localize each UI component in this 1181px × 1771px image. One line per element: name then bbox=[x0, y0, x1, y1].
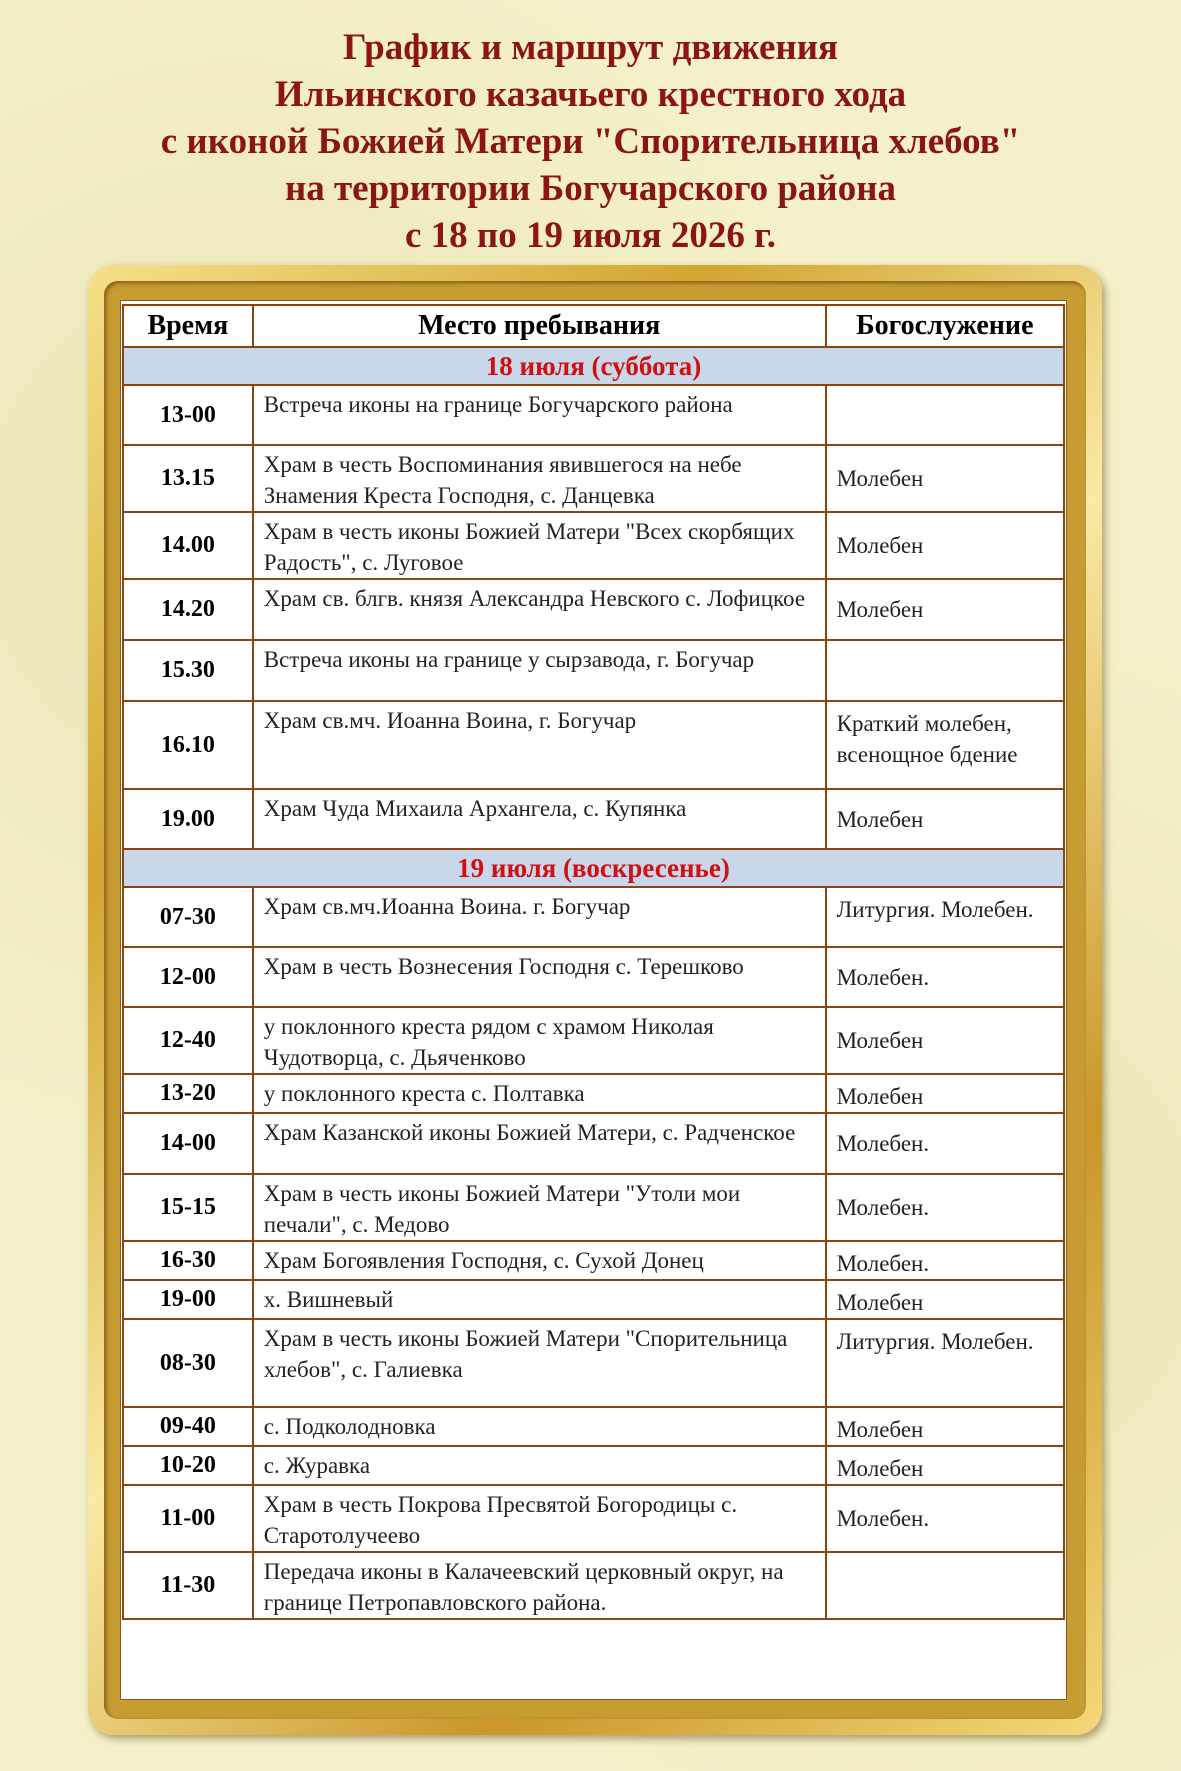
service-cell: Молебен bbox=[826, 512, 1064, 579]
time-cell: 14.00 bbox=[123, 512, 253, 579]
table-row bbox=[123, 445, 1064, 512]
table-row bbox=[123, 1407, 1064, 1446]
time-cell: 19.00 bbox=[123, 789, 253, 849]
service-cell: Молебен bbox=[826, 445, 1064, 512]
time-cell: 13-20 bbox=[123, 1074, 253, 1113]
service-cell: Молебен bbox=[826, 1446, 1064, 1485]
day-label: 18 июля (суббота) bbox=[123, 347, 1064, 385]
time-cell: 19-00 bbox=[123, 1280, 253, 1319]
place-cell: Передача иконы в Калачеевский церковный округ, на границе Петропавловского района. bbox=[253, 1552, 826, 1619]
time-cell: 14.20 bbox=[123, 579, 253, 640]
place-cell: с. Журавка bbox=[253, 1446, 826, 1485]
time-cell: 08-30 bbox=[123, 1319, 253, 1407]
service-cell: Молебен. bbox=[826, 1241, 1064, 1280]
table-row bbox=[123, 789, 1064, 849]
time-cell: 12-00 bbox=[123, 947, 253, 1007]
service-cell: Молебен. bbox=[826, 1485, 1064, 1552]
header-row bbox=[123, 305, 1064, 347]
time-cell: 16-30 bbox=[123, 1241, 253, 1280]
time-cell: 14-00 bbox=[123, 1113, 253, 1174]
place-cell: у поклонного креста рядом с храмом Николая Чудотворца, с. Дьяченково bbox=[253, 1007, 826, 1074]
service-cell bbox=[826, 385, 1064, 445]
place-cell: Храм в честь Воспоминания явившегося на небе Знамения Креста Господня, с. Данцевка bbox=[253, 445, 826, 512]
day-header-row bbox=[123, 849, 1064, 887]
service-cell: Молебен. bbox=[826, 947, 1064, 1007]
header-time: Время bbox=[123, 305, 253, 347]
table-row bbox=[123, 640, 1064, 701]
title-line: на территории Богучарского района bbox=[284, 168, 897, 209]
place-cell: Встреча иконы на границе Богучарского района bbox=[253, 385, 826, 445]
schedule-body bbox=[123, 347, 1064, 1619]
time-cell: 07-30 bbox=[123, 887, 253, 947]
time-cell: 11-30 bbox=[123, 1552, 253, 1619]
table-row bbox=[123, 701, 1064, 789]
time-cell: 12-40 bbox=[123, 1007, 253, 1074]
place-cell: Храм Казанской иконы Божией Матери, с. Радченское bbox=[253, 1113, 826, 1174]
table-row bbox=[123, 947, 1064, 1007]
place-cell: Храм св.мч. Иоанна Воина, г. Богучар bbox=[253, 701, 826, 789]
page-title bbox=[0, 24, 1181, 259]
service-cell bbox=[826, 1552, 1064, 1619]
title-line: Ильинского казачьего крестного хода bbox=[274, 74, 907, 115]
title-line: с иконой Божией Матери "Спорительница хлебов" bbox=[160, 121, 1021, 162]
table-row bbox=[123, 1174, 1064, 1241]
service-cell: Молебен. bbox=[826, 1113, 1064, 1174]
time-cell: 13-00 bbox=[123, 385, 253, 445]
service-cell: Молебен. bbox=[826, 1174, 1064, 1241]
table-row bbox=[123, 1319, 1064, 1407]
place-cell: Храм св. блгв. князя Александра Невского с. Лофицкое bbox=[253, 579, 826, 640]
title-line: График и маршрут движения bbox=[342, 27, 839, 68]
table-row bbox=[123, 1280, 1064, 1319]
day-header-row bbox=[123, 347, 1064, 385]
place-cell: с. Подколодновка bbox=[253, 1407, 826, 1446]
table-row bbox=[123, 385, 1064, 445]
table-row bbox=[123, 1113, 1064, 1174]
service-cell: Молебен bbox=[826, 1407, 1064, 1446]
place-cell: Храм Чуда Михаила Архангела, с. Купянка bbox=[253, 789, 826, 849]
service-cell: Молебен bbox=[826, 789, 1064, 849]
table-row bbox=[123, 887, 1064, 947]
place-cell: Храм в честь Вознесения Господня с. Терешково bbox=[253, 947, 826, 1007]
place-cell: Храм в честь иконы Божией Матери "Утоли мои печали", с. Медово bbox=[253, 1174, 826, 1241]
time-cell: 09-40 bbox=[123, 1407, 253, 1446]
service-cell: Молебен bbox=[826, 1074, 1064, 1113]
table-row bbox=[123, 1485, 1064, 1552]
place-cell: Храм Богоявления Господня, с. Сухой Донец bbox=[253, 1241, 826, 1280]
header-place: Место пребывания bbox=[253, 305, 826, 347]
day-label: 19 июля (воскресенье) bbox=[123, 849, 1064, 887]
header-service: Богослужение bbox=[826, 305, 1064, 347]
title-line: с 18 по 19 июля 2026 г. bbox=[404, 215, 777, 256]
place-cell: Храм св.мч.Иоанна Воина. г. Богучар bbox=[253, 887, 826, 947]
place-cell: Встреча иконы на границе у сырзавода, г. Богучар bbox=[253, 640, 826, 701]
time-cell: 10-20 bbox=[123, 1446, 253, 1485]
time-cell: 15.30 bbox=[123, 640, 253, 701]
place-cell: х. Вишневый bbox=[253, 1280, 826, 1319]
time-cell: 13.15 bbox=[123, 445, 253, 512]
time-cell: 16.10 bbox=[123, 701, 253, 789]
table-row bbox=[123, 1241, 1064, 1280]
schedule-table bbox=[122, 304, 1065, 1620]
service-cell: Молебен bbox=[826, 579, 1064, 640]
place-cell: у поклонного креста с. Полтавка bbox=[253, 1074, 826, 1113]
table-row bbox=[123, 1007, 1064, 1074]
service-cell: Молебен bbox=[826, 1280, 1064, 1319]
table-row bbox=[123, 1552, 1064, 1619]
service-cell: Литургия. Молебен. bbox=[826, 887, 1064, 947]
service-cell: Краткий молебен, всенощное бдение bbox=[826, 701, 1064, 789]
time-cell: 15-15 bbox=[123, 1174, 253, 1241]
service-cell: Молебен bbox=[826, 1007, 1064, 1074]
table-row bbox=[123, 1074, 1064, 1113]
service-cell bbox=[826, 640, 1064, 701]
place-cell: Храм в честь Покрова Пресвятой Богородицы с. Старотолучеево bbox=[253, 1485, 826, 1552]
table-row bbox=[123, 512, 1064, 579]
time-cell: 11-00 bbox=[123, 1485, 253, 1552]
service-cell: Литургия. Молебен. bbox=[826, 1319, 1064, 1407]
table-row bbox=[123, 1446, 1064, 1485]
place-cell: Храм в честь иконы Божией Матери "Всех скорбящих Радость", с. Луговое bbox=[253, 512, 826, 579]
table-row bbox=[123, 579, 1064, 640]
place-cell: Храм в честь иконы Божией Матери "Спорительница хлебов", с. Галиевка bbox=[253, 1319, 826, 1407]
